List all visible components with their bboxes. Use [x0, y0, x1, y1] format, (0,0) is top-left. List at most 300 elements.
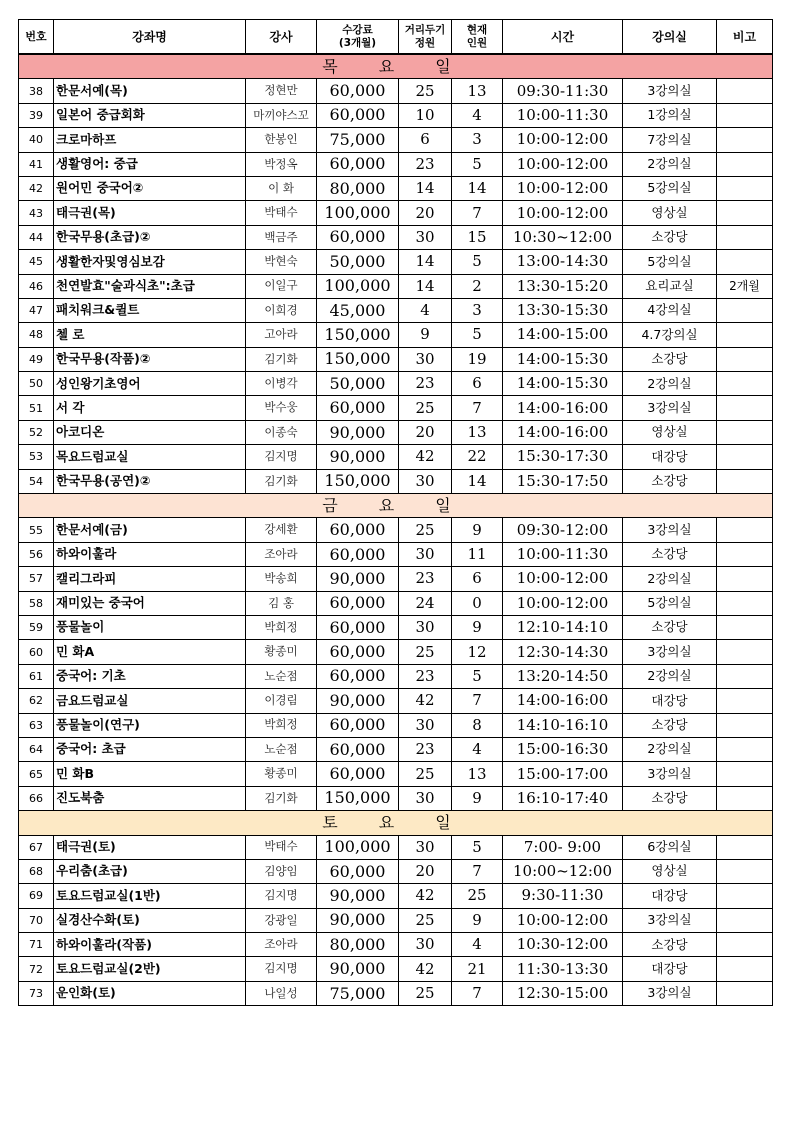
- table-row: [19, 737, 773, 761]
- course-name: 중국어: 기초: [54, 664, 246, 688]
- classroom: 대강당: [623, 884, 717, 908]
- row-number: 72: [19, 957, 54, 981]
- classroom: 4.7강의실: [623, 323, 717, 347]
- classroom: 2강의실: [623, 664, 717, 688]
- note: [717, 103, 773, 127]
- table-row: [19, 79, 773, 103]
- course-name: 하와이훌라(작품): [54, 933, 246, 957]
- note: [717, 981, 773, 1005]
- note: [717, 884, 773, 908]
- row-number: 43: [19, 201, 54, 225]
- row-number: 46: [19, 274, 54, 298]
- class-time: 09:30-12:00: [503, 518, 623, 542]
- current-enrollment: 6: [452, 372, 503, 396]
- capacity: 30: [399, 835, 452, 859]
- table-row: [19, 396, 773, 420]
- header-current-line2: 인원: [466, 36, 488, 49]
- fee: 60,000: [317, 591, 399, 615]
- current-enrollment: 13: [452, 762, 503, 786]
- row-number: 54: [19, 469, 54, 493]
- row-number: 42: [19, 176, 54, 200]
- class-time: 10:00-11:30: [503, 542, 623, 566]
- class-time: 13:20-14:50: [503, 664, 623, 688]
- table-row: [19, 250, 773, 274]
- teacher-name: 김지명: [246, 884, 317, 908]
- row-number: 51: [19, 396, 54, 420]
- classroom: 3강의실: [623, 908, 717, 932]
- header-capacity: [399, 20, 452, 55]
- header-fee-line1: 수강료: [342, 23, 373, 36]
- current-enrollment: 19: [452, 347, 503, 371]
- row-number: 40: [19, 128, 54, 152]
- row-number: 62: [19, 689, 54, 713]
- class-time: 10:00-12:00: [503, 567, 623, 591]
- capacity: 30: [399, 615, 452, 639]
- table-row: [19, 615, 773, 639]
- teacher-name: 백금주: [246, 225, 317, 249]
- note: [717, 542, 773, 566]
- fee: 100,000: [317, 274, 399, 298]
- current-enrollment: 22: [452, 445, 503, 469]
- note: [717, 79, 773, 103]
- row-number: 45: [19, 250, 54, 274]
- fee: 80,000: [317, 933, 399, 957]
- table-row: [19, 640, 773, 664]
- teacher-name: 박태수: [246, 201, 317, 225]
- note: [717, 786, 773, 810]
- course-name: 아코디온: [54, 420, 246, 444]
- fee: 150,000: [317, 347, 399, 371]
- course-name: 하와이훌라: [54, 542, 246, 566]
- fee: 150,000: [317, 323, 399, 347]
- capacity: 30: [399, 786, 452, 810]
- fee: 60,000: [317, 542, 399, 566]
- row-number: 60: [19, 640, 54, 664]
- teacher-name: 노순점: [246, 664, 317, 688]
- course-name: 금요드럼교실: [54, 689, 246, 713]
- fee: 60,000: [317, 396, 399, 420]
- course-name: 패치워크&퀼트: [54, 298, 246, 322]
- classroom: 5강의실: [623, 591, 717, 615]
- note: [717, 957, 773, 981]
- fee: 60,000: [317, 225, 399, 249]
- current-enrollment: 9: [452, 518, 503, 542]
- row-number: 64: [19, 737, 54, 761]
- table-row: [19, 957, 773, 981]
- classroom: 소강당: [623, 615, 717, 639]
- fee: 60,000: [317, 737, 399, 761]
- fee: 90,000: [317, 908, 399, 932]
- capacity: 25: [399, 908, 452, 932]
- class-time: 14:00-15:30: [503, 347, 623, 371]
- table-row: [19, 786, 773, 810]
- fee: 90,000: [317, 420, 399, 444]
- capacity: 25: [399, 396, 452, 420]
- day-label-cell: [19, 54, 773, 79]
- current-enrollment: 7: [452, 689, 503, 713]
- day-label: 금 요 일: [322, 495, 469, 515]
- row-number: 53: [19, 445, 54, 469]
- fee: 90,000: [317, 884, 399, 908]
- course-name: 토요드럼교실(1반): [54, 884, 246, 908]
- classroom: 7강의실: [623, 128, 717, 152]
- classroom: 2강의실: [623, 372, 717, 396]
- classroom: 요리교실: [623, 274, 717, 298]
- course-name: 토요드럼교실(2반): [54, 957, 246, 981]
- current-enrollment: 11: [452, 542, 503, 566]
- teacher-name: 박정옥: [246, 152, 317, 176]
- header-capacity-line2: 정원: [414, 36, 436, 49]
- row-number: 56: [19, 542, 54, 566]
- row-number: 41: [19, 152, 54, 176]
- class-time: 10:00-12:00: [503, 176, 623, 200]
- table-row: [19, 713, 773, 737]
- current-enrollment: 14: [452, 469, 503, 493]
- fee: 150,000: [317, 786, 399, 810]
- note: [717, 640, 773, 664]
- row-number: 65: [19, 762, 54, 786]
- capacity: 9: [399, 323, 452, 347]
- fee: 60,000: [317, 152, 399, 176]
- table-row: [19, 469, 773, 493]
- table-row: [19, 518, 773, 542]
- table-row: [19, 420, 773, 444]
- course-name: 원어민 중국어②: [54, 176, 246, 200]
- fee: 60,000: [317, 79, 399, 103]
- classroom: 2강의실: [623, 737, 717, 761]
- teacher-name: 김기화: [246, 786, 317, 810]
- class-time: 14:10-16:10: [503, 713, 623, 737]
- capacity: 14: [399, 176, 452, 200]
- capacity: 20: [399, 859, 452, 883]
- note: [717, 298, 773, 322]
- table-row: [19, 128, 773, 152]
- teacher-name: 이경림: [246, 689, 317, 713]
- row-number: 57: [19, 567, 54, 591]
- teacher-name: 김기화: [246, 347, 317, 371]
- current-enrollment: 9: [452, 786, 503, 810]
- note: [717, 737, 773, 761]
- capacity: 25: [399, 981, 452, 1005]
- course-name: 크로마하프: [54, 128, 246, 152]
- class-time: 14:00-16:00: [503, 396, 623, 420]
- table-row: [19, 591, 773, 615]
- table-row: [19, 274, 773, 298]
- table-row: [19, 176, 773, 200]
- day-label-cell: [19, 494, 773, 518]
- current-enrollment: 7: [452, 396, 503, 420]
- course-name: 우리춤(초급): [54, 859, 246, 883]
- teacher-name: 박희정: [246, 615, 317, 639]
- classroom: 3강의실: [623, 518, 717, 542]
- capacity: 25: [399, 640, 452, 664]
- class-time: 09:30-11:30: [503, 79, 623, 103]
- classroom: 4강의실: [623, 298, 717, 322]
- row-number: 50: [19, 372, 54, 396]
- current-enrollment: 25: [452, 884, 503, 908]
- fee: 50,000: [317, 250, 399, 274]
- fee: 90,000: [317, 689, 399, 713]
- course-name: 중국어: 초급: [54, 737, 246, 761]
- table-row: [19, 542, 773, 566]
- classroom: 소강당: [623, 786, 717, 810]
- course-name: 풍물놀이(연구): [54, 713, 246, 737]
- course-name: 한국무용(작품)②: [54, 347, 246, 371]
- course-name: 천연발효"술과식초":초급: [54, 274, 246, 298]
- current-enrollment: 7: [452, 859, 503, 883]
- capacity: 30: [399, 713, 452, 737]
- fee: 150,000: [317, 469, 399, 493]
- row-number: 67: [19, 835, 54, 859]
- row-number: 55: [19, 518, 54, 542]
- classroom: 3강의실: [623, 396, 717, 420]
- class-time: 10:00-12:00: [503, 591, 623, 615]
- class-time: 13:30-15:20: [503, 274, 623, 298]
- current-enrollment: 4: [452, 933, 503, 957]
- classroom: 3강의실: [623, 981, 717, 1005]
- current-enrollment: 7: [452, 201, 503, 225]
- table-row: [19, 347, 773, 371]
- fee: 60,000: [317, 859, 399, 883]
- capacity: 42: [399, 445, 452, 469]
- course-name: 생활영어: 중급: [54, 152, 246, 176]
- class-time: 10:30-12:00: [503, 933, 623, 957]
- course-name: 한문서예(목): [54, 79, 246, 103]
- class-time: 10:00~12:00: [503, 859, 623, 883]
- course-name: 첼 로: [54, 323, 246, 347]
- classroom: 영상실: [623, 420, 717, 444]
- current-enrollment: 21: [452, 957, 503, 981]
- course-name: 성인왕기초영어: [54, 372, 246, 396]
- teacher-name: 황종미: [246, 640, 317, 664]
- capacity: 23: [399, 152, 452, 176]
- table-row: [19, 567, 773, 591]
- course-name: 진도북춤: [54, 786, 246, 810]
- class-time: 10:00-11:30: [503, 103, 623, 127]
- classroom: 영상실: [623, 859, 717, 883]
- note: [717, 225, 773, 249]
- course-name: 한국무용(공연)②: [54, 469, 246, 493]
- classroom: 2강의실: [623, 152, 717, 176]
- header-time: 시간: [503, 20, 623, 55]
- note: 2개월: [717, 274, 773, 298]
- class-time: 12:30-14:30: [503, 640, 623, 664]
- teacher-name: 조아라: [246, 542, 317, 566]
- teacher-name: 강세환: [246, 518, 317, 542]
- day-label: 토 요 일: [322, 812, 469, 832]
- current-enrollment: 5: [452, 664, 503, 688]
- teacher-name: 노순점: [246, 737, 317, 761]
- note: [717, 615, 773, 639]
- course-schedule-table: [18, 19, 773, 1006]
- current-enrollment: 7: [452, 981, 503, 1005]
- classroom: 소강당: [623, 542, 717, 566]
- current-enrollment: 0: [452, 591, 503, 615]
- fee: 60,000: [317, 640, 399, 664]
- course-name: 태극권(토): [54, 835, 246, 859]
- table-row: [19, 981, 773, 1005]
- header-current: [452, 20, 503, 55]
- capacity: 23: [399, 664, 452, 688]
- capacity: 24: [399, 591, 452, 615]
- course-name: 민 화B: [54, 762, 246, 786]
- capacity: 25: [399, 79, 452, 103]
- row-number: 68: [19, 859, 54, 883]
- teacher-name: 김양임: [246, 859, 317, 883]
- class-time: 12:30-15:00: [503, 981, 623, 1005]
- table-row: [19, 152, 773, 176]
- table-row: [19, 689, 773, 713]
- table-row: [19, 933, 773, 957]
- note: [717, 908, 773, 932]
- capacity: 6: [399, 128, 452, 152]
- teacher-name: 이 화: [246, 176, 317, 200]
- teacher-name: 한봉인: [246, 128, 317, 152]
- header-no: 번호: [19, 20, 54, 55]
- current-enrollment: 5: [452, 152, 503, 176]
- row-number: 52: [19, 420, 54, 444]
- classroom: 소강당: [623, 225, 717, 249]
- class-time: 11:30-13:30: [503, 957, 623, 981]
- row-number: 61: [19, 664, 54, 688]
- note: [717, 372, 773, 396]
- header-capacity-line1: 거리두기: [404, 23, 446, 36]
- table-row: [19, 762, 773, 786]
- class-time: 10:30~12:00: [503, 225, 623, 249]
- teacher-name: 박희정: [246, 713, 317, 737]
- capacity: 10: [399, 103, 452, 127]
- capacity: 42: [399, 689, 452, 713]
- table-row: [19, 835, 773, 859]
- header-teacher: 강사: [246, 20, 317, 55]
- class-time: 15:00-16:30: [503, 737, 623, 761]
- fee: 60,000: [317, 103, 399, 127]
- table-row: [19, 323, 773, 347]
- capacity: 20: [399, 201, 452, 225]
- note: [717, 176, 773, 200]
- teacher-name: 박수웅: [246, 396, 317, 420]
- capacity: 25: [399, 762, 452, 786]
- fee: 75,000: [317, 128, 399, 152]
- row-number: 66: [19, 786, 54, 810]
- current-enrollment: 5: [452, 835, 503, 859]
- capacity: 30: [399, 542, 452, 566]
- note: [717, 689, 773, 713]
- fee: 60,000: [317, 713, 399, 737]
- capacity: 14: [399, 274, 452, 298]
- row-number: 47: [19, 298, 54, 322]
- course-name: 캘리그라피: [54, 567, 246, 591]
- table-row: [19, 201, 773, 225]
- table-row: [19, 103, 773, 127]
- teacher-name: 황종미: [246, 762, 317, 786]
- course-name: 일본어 중급회화: [54, 103, 246, 127]
- teacher-name: 박태수: [246, 835, 317, 859]
- teacher-name: 고아라: [246, 323, 317, 347]
- teacher-name: 마끼야스꼬: [246, 103, 317, 127]
- note: [717, 347, 773, 371]
- note: [717, 933, 773, 957]
- schedule-body: [19, 54, 773, 1006]
- class-time: 13:00-14:30: [503, 250, 623, 274]
- class-time: 14:00-15:30: [503, 372, 623, 396]
- fee: 100,000: [317, 201, 399, 225]
- capacity: 30: [399, 933, 452, 957]
- capacity: 25: [399, 518, 452, 542]
- teacher-name: 조아라: [246, 933, 317, 957]
- day-label-cell: [19, 811, 773, 835]
- row-number: 48: [19, 323, 54, 347]
- table-row: [19, 908, 773, 932]
- table-row: [19, 225, 773, 249]
- header-row: [19, 20, 773, 55]
- note: [717, 762, 773, 786]
- current-enrollment: 13: [452, 79, 503, 103]
- classroom: 3강의실: [623, 79, 717, 103]
- current-enrollment: 4: [452, 103, 503, 127]
- row-number: 49: [19, 347, 54, 371]
- current-enrollment: 3: [452, 298, 503, 322]
- day-section-header: [19, 494, 773, 518]
- day-section-header: [19, 811, 773, 835]
- teacher-name: 김기화: [246, 469, 317, 493]
- row-number: 73: [19, 981, 54, 1005]
- fee: 80,000: [317, 176, 399, 200]
- capacity: 23: [399, 372, 452, 396]
- classroom: 소강당: [623, 933, 717, 957]
- header-fee-line2: (3개월): [338, 36, 377, 49]
- teacher-name: 김지명: [246, 445, 317, 469]
- course-name: 운인화(토): [54, 981, 246, 1005]
- capacity: 30: [399, 225, 452, 249]
- course-name: 풍물놀이: [54, 615, 246, 639]
- capacity: 23: [399, 737, 452, 761]
- current-enrollment: 4: [452, 737, 503, 761]
- fee: 90,000: [317, 957, 399, 981]
- course-name: 한국무용(초급)②: [54, 225, 246, 249]
- current-enrollment: 8: [452, 713, 503, 737]
- class-time: 10:00-12:00: [503, 201, 623, 225]
- capacity: 4: [399, 298, 452, 322]
- class-time: 14:00-16:00: [503, 689, 623, 713]
- table-row: [19, 859, 773, 883]
- teacher-name: 이병각: [246, 372, 317, 396]
- class-time: 14:00-15:00: [503, 323, 623, 347]
- row-number: 71: [19, 933, 54, 957]
- classroom: 대강당: [623, 445, 717, 469]
- header-note: 비고: [717, 20, 773, 55]
- classroom: 대강당: [623, 689, 717, 713]
- current-enrollment: 9: [452, 908, 503, 932]
- fee: 50,000: [317, 372, 399, 396]
- fee: 60,000: [317, 518, 399, 542]
- header-fee: [317, 20, 399, 55]
- course-name: 민 화A: [54, 640, 246, 664]
- row-number: 38: [19, 79, 54, 103]
- note: [717, 859, 773, 883]
- table-row: [19, 884, 773, 908]
- teacher-name: 이종숙: [246, 420, 317, 444]
- course-name: 생활한자및영심보감: [54, 250, 246, 274]
- classroom: 소강당: [623, 347, 717, 371]
- note: [717, 128, 773, 152]
- teacher-name: 김 홍: [246, 591, 317, 615]
- class-time: 7:00- 9:00: [503, 835, 623, 859]
- classroom: 3강의실: [623, 762, 717, 786]
- note: [717, 396, 773, 420]
- class-time: 15:30-17:30: [503, 445, 623, 469]
- current-enrollment: 15: [452, 225, 503, 249]
